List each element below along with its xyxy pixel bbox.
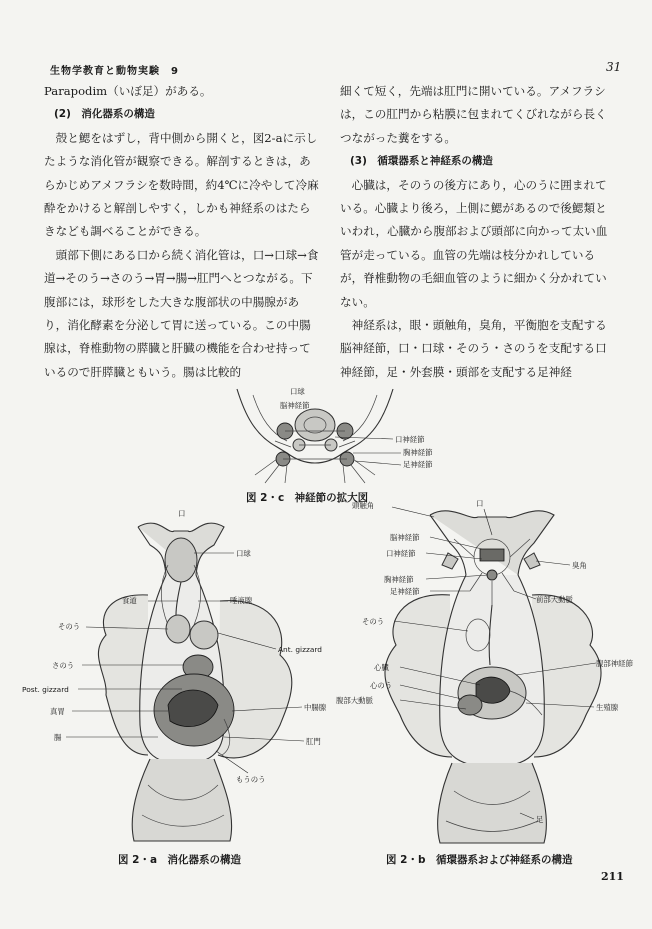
- section-heading-circulatory: (3) 循環器系と神経系の構造: [350, 155, 493, 168]
- figa-label-shokudou: 食道: [122, 596, 137, 605]
- paragraph-parapodim: Parapodim（いぼ足）がある。: [44, 84, 212, 98]
- figa-label-ant-gizzard: Ant. gizzard: [278, 645, 322, 654]
- paragraph-digestive-tract: 頭部下側にある口から続く消化管は，口→口球→食道→そのう→さのう→胃→腸→肛門へとつながる。下腹部には，球形をした大きな腹部状の中腸腺があり，消化酵素を分泌して胃に送っている。この中腸腺は，脊椎動物の膵臓と肝臓の機能を合わせ持っているので肝膵臓ともいう。腸は比較的: [44, 247, 319, 379]
- figb-label-noushinkeisetsu: 脳神経節: [390, 533, 420, 542]
- figb-label-shinnou: 心のう: [370, 681, 393, 690]
- section-heading-digestive: (2) 消化器系の構造: [54, 108, 155, 121]
- figure-b-drawing: [330, 495, 652, 850]
- figb-label-shinzou: 心臓: [374, 663, 389, 672]
- page-number-top: 31: [606, 60, 622, 74]
- figc-label-ashishinkeisetsu: 足神経節: [403, 460, 433, 469]
- figure-c-ganglia-closeup: [225, 385, 475, 485]
- figure-b-circulatory-nervous: [330, 495, 652, 850]
- figure-a-digestive-system: [18, 505, 340, 850]
- figb-label-kuchishinkeisetsu: 口神経節: [386, 549, 416, 558]
- paragraph-intestine: 細くて短く，先端は肛門に開いている。アメフラシは，この肛門から粘膜に包まれてくびれながら長くつながった糞をする。: [340, 84, 607, 145]
- figa-label-chou: 腸: [54, 733, 62, 742]
- figb-label-toushokkaku: 頭触角: [352, 501, 375, 510]
- figb-label-shuukaku: 臭角: [572, 561, 587, 570]
- figa-label-chuuchousen: 中腸腺: [304, 703, 327, 712]
- figure-c-drawing: [225, 385, 475, 485]
- figb-label-fukubudaidoumyaku: 腹部大動脈: [336, 696, 373, 705]
- paragraph-dissection: 殻と鰓をはずし，背中側から開くと，図2-aに示したような消化管が観察できる。解剖するときは，あらかじめアメフラシを数時間，約4℃に冷やして冷麻酔をかけると解剖しやすく，しかも神経系のはたらきなども調べることができる。: [44, 130, 319, 239]
- paragraph-nervous-system: 神経系は，眼・頭触角，臭角，平衡胞を支配する脳神経節，口・口球・そのう・さのうを支配する口神経節，足・外套膜・頭部を支配する足神経: [340, 318, 607, 379]
- running-title: 生物学教育と動物実験 9: [50, 66, 179, 77]
- figa-label-koukyuu: 口球: [236, 549, 251, 558]
- figa-label-moumou: もうのう: [236, 775, 266, 784]
- figb-label-seishokusen: 生殖腺: [596, 703, 619, 712]
- figa-label-sonou: そのう: [58, 622, 81, 631]
- figb-label-sonou: そのう: [362, 617, 385, 626]
- figa-label-daekisen: 唾液腺: [230, 596, 253, 605]
- figure-a-caption: 図 2・a 消化器系の構造: [118, 854, 242, 866]
- figa-label-koumon: 肛門: [306, 737, 321, 746]
- paragraph-heart: 心臓は，そのうの後方にあり，心のうに囲まれている。心臓より後ろ，上側に鰓があるので後鰓類といわれ，心臓から腹部および頭部に向かって太い血管が走っている。血管の先端は枝分かれしているが，脊椎動物の毛細血管のように細かく分かれていない。: [340, 177, 608, 309]
- figa-label-shinni: 真胃: [50, 707, 65, 716]
- figc-label-kuchishinkeisetsu: 口神経節: [395, 435, 425, 444]
- left-text-column: [44, 80, 320, 384]
- figa-label-sanou: さのう: [52, 661, 75, 670]
- figc-label-noushinkeisetsu: 脳神経節: [280, 401, 310, 410]
- figc-label-koukyuu: 口球: [290, 387, 305, 396]
- figa-label-post-gizzard: Post. gizzard: [22, 685, 69, 694]
- page-number-bottom: 211: [601, 870, 624, 883]
- figb-label-zenbudaidoumyaku: 前部大動脈: [536, 595, 573, 604]
- figb-label-ashi: 足: [536, 815, 544, 824]
- figa-label-kuchi: 口: [178, 509, 186, 518]
- figc-label-kyoushinkeisetsu: 胸神経節: [403, 448, 433, 457]
- figure-c-caption: 図 2・c 神経節の拡大図: [246, 492, 369, 504]
- figb-label-kyoushinkeisetsu: 胸神経節: [384, 575, 414, 584]
- figure-a-drawing: [18, 505, 340, 850]
- figb-label-fukubushinkeisetsu: 腹部神経節: [596, 659, 633, 668]
- right-text-column: [340, 80, 618, 384]
- figure-b-caption: 図 2・b 循環器系および神経系の構造: [386, 854, 573, 866]
- figb-label-kuchi: 口: [476, 499, 484, 508]
- figb-label-ashishinkeisetsu: 足神経節: [390, 587, 420, 596]
